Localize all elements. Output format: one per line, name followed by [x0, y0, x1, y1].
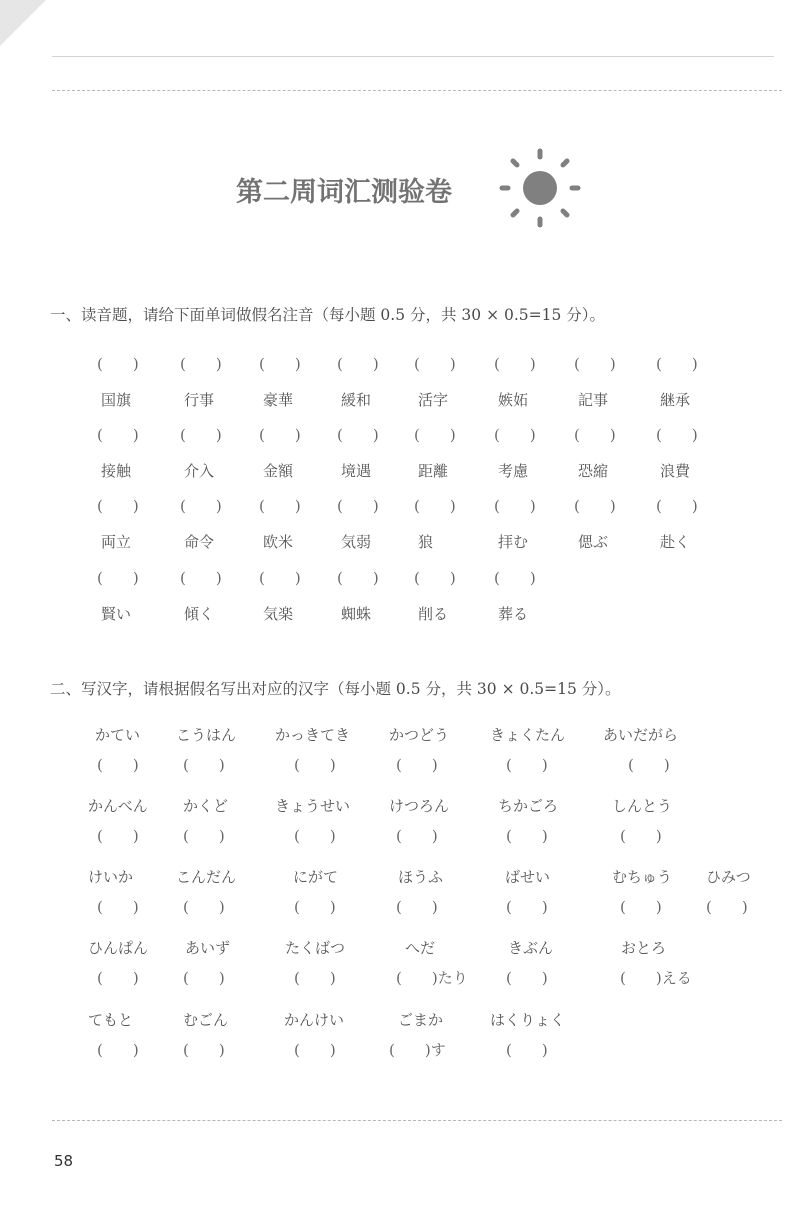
answer-blank: ( ) [294, 969, 336, 987]
answer-blank: ( ) [97, 969, 139, 987]
answer-blank: ( ) [494, 355, 536, 373]
kana-prompt: ちかごろ [498, 797, 559, 815]
top-rule [52, 56, 774, 57]
kana-prompt: しんとう [612, 797, 673, 815]
kanji-word: 気弱 [341, 533, 372, 551]
answer-blank: ( )たり [396, 969, 468, 987]
kana-prompt: こんだん [176, 868, 237, 886]
kanji-word: 賢い [101, 605, 132, 623]
answer-blank: ( ) [97, 898, 139, 916]
kana-prompt: ほうふ [398, 868, 444, 886]
kanji-word: 嫉妬 [498, 391, 529, 409]
answer-blank: ( ) [259, 569, 301, 587]
answer-blank: ( ) [506, 1041, 548, 1059]
kana-prompt: こうはん [176, 726, 237, 744]
kanji-word: 浪費 [660, 462, 691, 480]
answer-blank: ( ) [294, 898, 336, 916]
kana-prompt: はくりょく [490, 1011, 566, 1029]
kanji-word: 蜘蛛 [341, 605, 372, 623]
answer-blank: ( ) [294, 1041, 336, 1059]
kanji-word: 距離 [418, 462, 449, 480]
kanji-word: 国旗 [101, 391, 132, 409]
answer-blank: ( ) [97, 569, 139, 587]
answer-blank: ( ) [180, 426, 222, 444]
answer-blank: ( ) [620, 827, 662, 845]
answer-blank: ( ) [414, 569, 456, 587]
kana-prompt: あいず [185, 939, 231, 957]
kana-prompt: にがて [293, 868, 339, 886]
answer-blank: ( ) [656, 497, 698, 515]
answer-blank: ( ) [414, 497, 456, 515]
answer-blank: ( ) [574, 355, 616, 373]
kana-prompt: むごん [183, 1011, 229, 1029]
kanji-word: 接触 [101, 462, 132, 480]
kana-prompt: かっきてき [275, 726, 351, 744]
answer-blank: ( ) [337, 355, 379, 373]
kana-prompt: ばせい [505, 868, 551, 886]
kanji-word: 傾く [184, 605, 215, 623]
answer-blank: ( ) [414, 426, 456, 444]
answer-blank: ( ) [180, 569, 222, 587]
answer-blank: ( ) [414, 355, 456, 373]
answer-blank: ( ) [259, 355, 301, 373]
kanji-word: 介入 [184, 462, 215, 480]
answer-blank: ( ) [706, 898, 748, 916]
kana-prompt: かくど [183, 797, 229, 815]
answer-blank: ( ) [259, 426, 301, 444]
kanji-word: 赴く [660, 533, 691, 551]
answer-blank: ( ) [494, 497, 536, 515]
kana-prompt: かつどう [389, 726, 450, 744]
kana-prompt: きょうせい [275, 797, 351, 815]
kana-prompt: かんべん [88, 797, 148, 815]
kanji-word: 削る [418, 605, 449, 623]
kanji-word: 活字 [418, 391, 449, 409]
kana-prompt: きぶん [508, 939, 554, 957]
kanji-word: 葬る [498, 605, 529, 623]
page-title: 第二周词汇测验卷 [236, 177, 452, 208]
kanji-word: 境遇 [341, 462, 372, 480]
top-dashed-rule [52, 90, 782, 91]
answer-blank: ( ) [620, 898, 662, 916]
answer-blank: ( ) [97, 426, 139, 444]
answer-blank: ( ) [294, 756, 336, 774]
kana-prompt: かてい [95, 726, 141, 744]
answer-blank: ( ) [396, 898, 438, 916]
kanji-word: 継承 [660, 391, 691, 409]
answer-blank: ( ) [183, 827, 225, 845]
answer-blank: ( ) [180, 497, 222, 515]
kana-prompt: ごまか [398, 1011, 444, 1029]
kanji-word: 拝む [498, 533, 529, 551]
page-number: 58 [54, 1152, 74, 1170]
answer-blank: ( ) [180, 355, 222, 373]
kanji-word: 記事 [578, 391, 609, 409]
answer-blank: ( ) [97, 756, 139, 774]
kanji-word: 両立 [101, 533, 132, 551]
kanji-word: 命令 [184, 533, 215, 551]
sun-icon [498, 144, 582, 228]
answer-blank: ( ) [337, 426, 379, 444]
kana-prompt: けつろん [389, 797, 450, 815]
kana-prompt: ひみつ [706, 868, 751, 886]
answer-blank: ( ) [396, 756, 438, 774]
answer-blank: ( ) [396, 827, 438, 845]
kana-prompt: けいか [88, 868, 134, 886]
answer-blank: ( ) [183, 1041, 225, 1059]
answer-blank: ( ) [506, 756, 548, 774]
answer-blank: ( ) [97, 355, 139, 373]
kanji-word: 考慮 [498, 462, 529, 480]
answer-blank: ( ) [574, 497, 616, 515]
kanji-word: 欧米 [263, 533, 294, 551]
kana-prompt: ひんぱん [88, 939, 149, 957]
kana-prompt: へだ [405, 939, 436, 957]
answer-blank: ( ) [506, 969, 548, 987]
kana-prompt: てもと [88, 1011, 134, 1029]
kana-prompt: むちゅう [612, 868, 673, 886]
kana-prompt: おとろ [621, 939, 667, 957]
kanji-word: 金額 [263, 462, 294, 480]
bottom-dashed-rule [52, 1120, 782, 1121]
kanji-word: 偲ぶ [578, 533, 609, 551]
answer-blank: ( ) [97, 827, 139, 845]
answer-blank: ( ) [183, 756, 225, 774]
section-2-heading: 二、写汉字，请根据假名写出对应的汉字（每小题 0.5 分，共 30 × 0.5=15 分）。 [50, 680, 621, 698]
answer-blank: ( ) [506, 898, 548, 916]
kana-prompt: かんけい [284, 1011, 345, 1029]
answer-blank: ( ) [97, 1041, 139, 1059]
section-1-heading: 一、读音题，请给下面单词做假名注音（每小题 0.5 分，共 30 × 0.5=15 分）。 [50, 306, 606, 324]
answer-blank: ( ) [656, 426, 698, 444]
kanji-word: 気楽 [263, 605, 294, 623]
answer-blank: ( ) [97, 497, 139, 515]
answer-blank: ( ) [183, 898, 225, 916]
answer-blank: ( ) [294, 827, 336, 845]
kana-prompt: あいだがら [603, 726, 679, 744]
kanji-word: 狼 [418, 533, 434, 551]
kanji-word: 恐縮 [578, 462, 609, 480]
answer-blank: ( ) [628, 756, 670, 774]
answer-blank: ( ) [183, 969, 225, 987]
answer-blank: ( ) [494, 426, 536, 444]
answer-blank: ( ) [337, 569, 379, 587]
answer-blank: ( ) [259, 497, 301, 515]
kana-prompt: きょくたん [490, 726, 566, 744]
answer-blank: ( ) [494, 569, 536, 587]
answer-blank: ( ) [337, 497, 379, 515]
answer-blank: ( )す [389, 1041, 446, 1059]
answer-blank: ( ) [656, 355, 698, 373]
kanji-word: 豪華 [263, 391, 294, 409]
answer-blank: ( ) [574, 426, 616, 444]
page-corner-fold [0, 0, 46, 46]
answer-blank: ( )える [620, 969, 692, 987]
kanji-word: 緩和 [341, 391, 372, 409]
answer-blank: ( ) [506, 827, 548, 845]
kanji-word: 行事 [184, 391, 215, 409]
kana-prompt: たくばつ [285, 939, 346, 957]
